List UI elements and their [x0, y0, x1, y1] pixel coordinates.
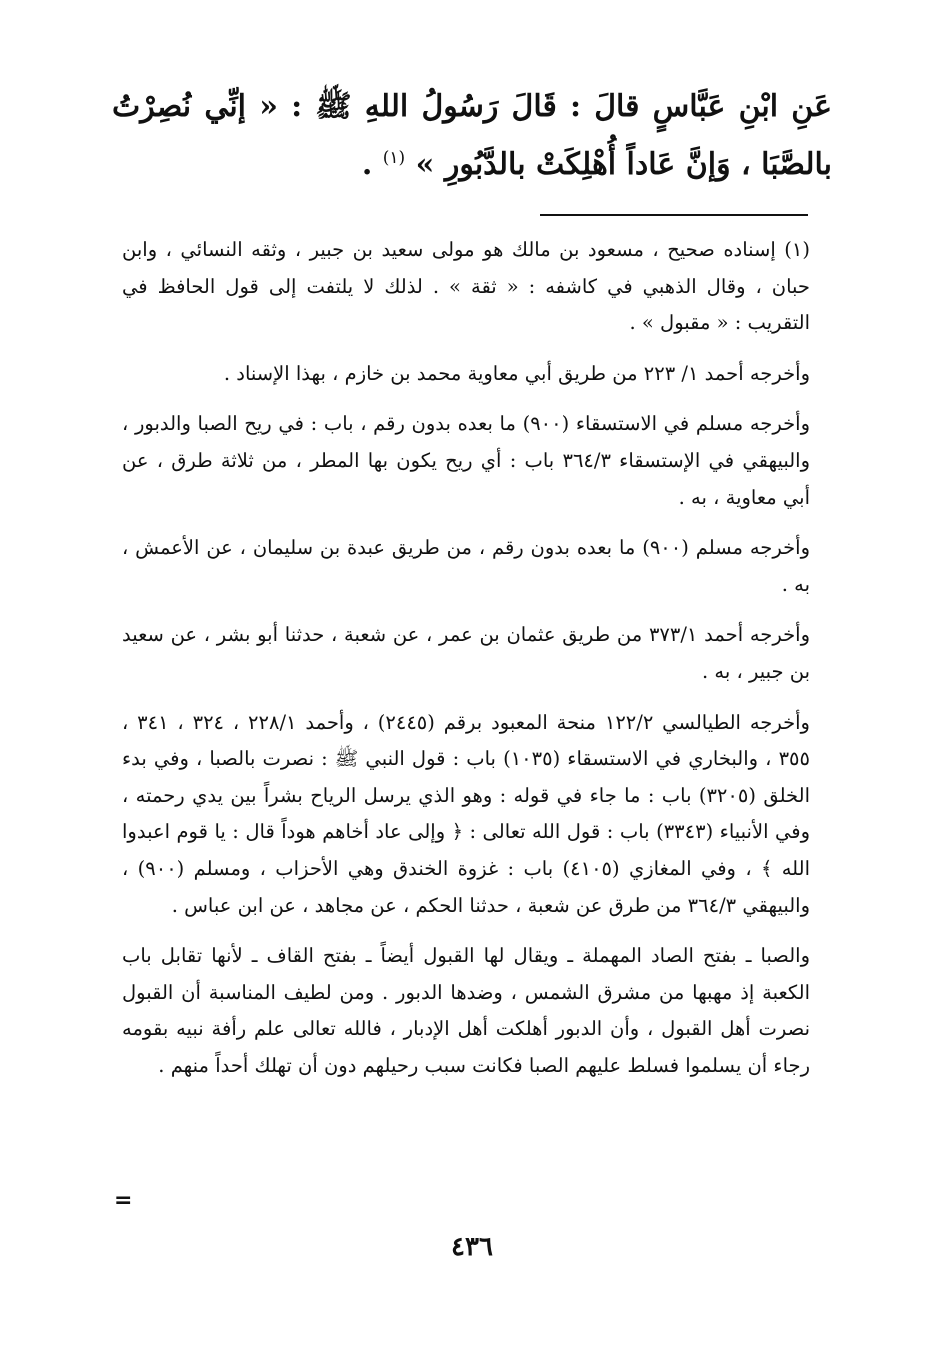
- footnote-paragraph: وأخرجه أحمد ٣٧٣/١ من طريق عثمان بن عمر ، عن شعبة ، حدثنا أبو بشر ، عن سعيد بن جبير ، به .: [122, 623, 810, 683]
- footnote-paragraph: وأخرجه الطيالسي ١٢٢/٢ منحة المعبود برقم (٢٤٤٥) ، وأحمد ٢٢٨/١ ، ٣٢٤ ، ٣٤١ ، ٣٥٥ ، والبخاري في الاستسقاء (١٠٣٥) باب : قول النبي ﷺ : نصرت بالصبا ، وفي بدء الخلق (٣٢٠٥) باب : ما جاء في قوله : وهو الذي يرسل الرياح بشراً بين يدي رحمته ، وفي الأنبياء (٣٣٤٣) باب : قول الله تعالى : ﴿ وإلى عاد أخاهم هوداً قال : يا قوم اعبدوا الله ﴾ ، وفي المغازي (٤١٠٥) باب : غزوة الخندق وهي الأحزاب ، ومسلم (٩٠٠) ، والبيهقي ٣٦٤/٣ من طرق عن شعبة ، حدثنا الحكم ، عن مجاهد ، عن ابن عباس .: [122, 710, 811, 917]
- continuation-mark: =: [114, 1188, 133, 1213]
- hadith-body: عَنِ ابْنِ عَبَّاسٍ قالَ : قَالَ رَسُولُ اللهِ ﷺ : « إنِّي نُصِرْتُ بالصَّبَا ، وَإنَّ عَاداً أُهْلِكَتْ بالدَّبُورِ »: [112, 89, 832, 182]
- hadith-end: .: [361, 147, 373, 182]
- page-number: ٤٣٦: [451, 1232, 493, 1262]
- footnote-paragraph: والصبا ـ بفتح الصاد المهملة ـ ويقال لها القبول أيضاً ـ بفتح القاف ـ لأنها تقابل باب الكعبة إذ مهبها من مشرق الشمس ، وضدها الدبور . ومن لطيف المناسبة أن القبول نصرت أهل القبول ، وأن الدبور أهلكت أهل الإدبار ، فالله تعالى علم رأفة نبيه بقومه رجاء أن يسلموا فسلط عليهم الصبا فكانت سبب رحيلهم دون أن تهلك أحداً منهم .: [122, 944, 810, 1077]
- footnote-paragraph: وأخرجه مسلم (٩٠٠) ما بعده بدون رقم ، من طريق عبدة بن سليمان ، عن الأعمش ، به .: [122, 536, 811, 596]
- footnotes: [122, 232, 810, 1098]
- footnote-paragraph: وأخرجه مسلم في الاستسقاء (٩٠٠) ما بعده بدون رقم ، باب : في ريح الصبا والدبور ، والبيهقي في الإستسقاء ٣٦٤/٣ باب : أي ريح يكون بها المطر ، من ثلاثة طرق ، عن أبي معاوية ، به .: [122, 412, 810, 509]
- footnote-divider: [540, 214, 808, 216]
- footnote-reference: (١): [382, 148, 406, 168]
- footnote-paragraph: (١) إسناده صحيح ، مسعود بن مالك هو مولى سعيد بن جبير ، وثقه النسائي ، وابن حبان ، وقال الذهبي في كاشفه : « ثقة » . لذلك لا يلتفت إلى قول الحافظ في التقريب : « مقبول » .: [122, 238, 810, 335]
- footnote-paragraph: وأخرجه أحمد ١/ ٢٢٣ من طريق أبي معاوية محمد بن خازم ، بهذا الإسناد .: [223, 361, 810, 385]
- hadith-text: [112, 78, 832, 194]
